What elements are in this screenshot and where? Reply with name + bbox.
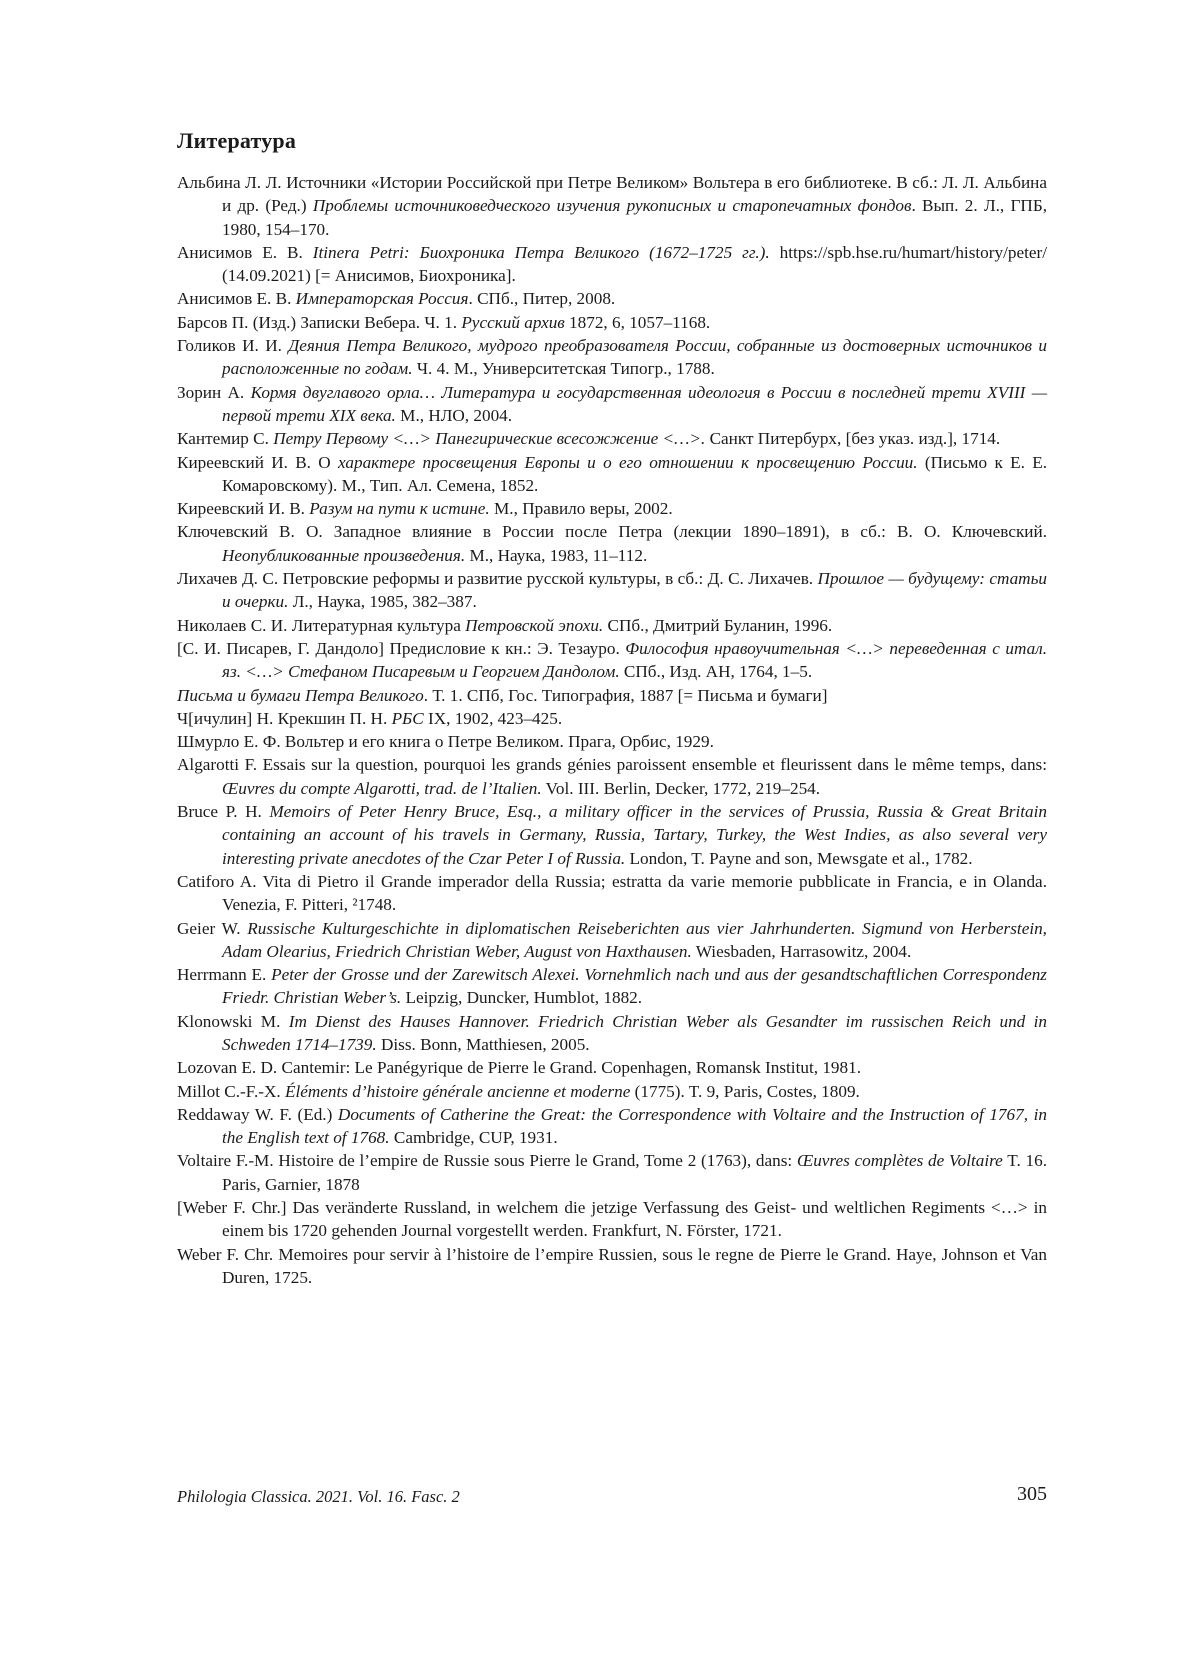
reference-title-italic: Петру Первому <…> Панегирические всесожжение <…>. [273, 429, 706, 449]
reference-entry [177, 1103, 1047, 1150]
reference-title-italic: Императорская Россия [295, 289, 469, 309]
reference-title-italic: Peter der Grosse und der Zarewitsch Alexei. Vornehmlich nach und aus der gesandtschaftlichen Correspondenz Friedr. Christian Weber’s. [222, 965, 1047, 1008]
reference-title-italic: Кормя двуглавого орла… Литература и государственная идеология в России в последней трети XVIII — первой трети XIX века. [222, 382, 1047, 425]
section-heading: Литература [177, 128, 297, 153]
reference-text: Bruce P. H. [177, 802, 270, 822]
reference-entry [177, 287, 1047, 310]
reference-entry [177, 451, 1047, 498]
reference-text: Николаев С. И. Литературная культура [177, 615, 466, 635]
reference-text: СПб., Изд. АН, 1764, 1–5. [619, 662, 813, 682]
reference-text: [С. И. Писарев, Г. Дандоло] Предисловие к кн.: Э. Тезауро. [177, 638, 626, 658]
reference-text: Wiesbaden, Harrasowitz, 2004. [691, 941, 912, 961]
reference-text: . СПб., Питер, 2008. [468, 289, 616, 309]
reference-entry [177, 800, 1047, 870]
reference-text: Geier W. [177, 918, 248, 938]
reference-text: Киреевский И. В. [177, 499, 310, 519]
reference-text: Зорин А. [177, 382, 251, 402]
reference-title-italic: Русский архив [461, 312, 565, 332]
reference-title-italic: характере просвещения Европы и о его отношении к просвещению России. [338, 452, 918, 472]
reference-text: London, T. Payne and son, Mewsgate et al., 1782. [625, 848, 973, 868]
reference-text: (1775). T. 9, Paris, Costes, 1809. [630, 1081, 860, 1101]
reference-text: Voltaire F.-M. Histoire de l’empire de Russie sous Pierre le Grand, Tome 2 (1763), dans: [177, 1151, 797, 1171]
reference-title-italic: Письма и бумаги Петра Великого [177, 685, 424, 705]
reference-text: Лихачев Д. С. Петровские реформы и развитие русской культуры, в сб.: Д. С. Лихачев. [177, 569, 818, 589]
reference-title-italic: Петровской эпохи. [465, 615, 604, 635]
reference-text: М., Наука, 1983, 11–112. [465, 545, 648, 565]
reference-title-italic: РБС [391, 708, 424, 728]
reference-title-italic: Разум на пути к истине. [309, 499, 490, 519]
reference-entry [177, 427, 1047, 450]
reference-entry [177, 730, 1047, 753]
reference-text: (Письмо к Е. Е. Комаровскому). М., Тип. Ал. Семена, 1852. [222, 452, 1047, 495]
reference-text: Киреевский И. В. О [177, 452, 338, 472]
reference-text: Herrmann E. [177, 965, 272, 985]
running-footer-journal: Philologia Classica. 2021. Vol. 16. Fasc. 2 [177, 1487, 460, 1506]
reference-text: Cambridge, CUP, 1931. [389, 1128, 558, 1148]
reference-text: Lozovan E. D. Cantemir: Le Panégyrique de Pierre le Grand. Copenhagen, Romansk Institut, 1981. [177, 1058, 861, 1078]
reference-entry [177, 241, 1047, 288]
reference-text: Л., Наука, 1985, 382–387. [288, 592, 477, 612]
reference-text: Ключевский В. О. Западное влияние в России после Петра (лекции 1890–1891), в сб.: В. О. Ключевский. [177, 522, 1047, 542]
reference-text: М., НЛО, 2004. [395, 405, 513, 425]
reference-entry [177, 637, 1047, 684]
reference-text: 1872, 6, 1057–1168. [564, 312, 711, 332]
reference-text: Vol. III. Berlin, Decker, 1772, 219–254. [541, 778, 821, 798]
reference-text: Ч[ичулин] Н. Крекшин П. Н. [177, 708, 392, 728]
reference-text: СПб., Дмитрий Буланин, 1996. [603, 615, 833, 635]
reference-text: IX, 1902, 423–425. [423, 708, 563, 728]
reference-text: Catiforo A. Vita di Pietro il Grande imperador della Russia; estratta da varie memorie pubblicate in Francia, e in Olanda. Venezia, F. Pitteri, ²1748. [177, 871, 1047, 915]
reference-text: . Т. 1. СПб, Гос. Типография, 1887 [= Письма и бумаги] [423, 685, 828, 705]
reference-entry [177, 1056, 1047, 1079]
reference-text: М., Правило веры, 2002. [489, 499, 673, 519]
reference-text: Голиков И. И. [177, 336, 289, 356]
reference-entry [177, 334, 1047, 381]
reference-text: Reddaway W. F. (Ed.) [177, 1104, 338, 1124]
reference-title-italic: Философия нравоучительная <…> переведенная с итал. яз. <…> Стефаном Писаревым и Георгием Дандолом. [222, 638, 1047, 682]
reference-entry [177, 917, 1047, 964]
reference-entry [177, 381, 1047, 428]
reference-title-italic: Im Dienst des Hauses Hannover. Friedrich Christian Weber als Gesandter im russischen Reich und in Schweden 1714–1739. [222, 1011, 1047, 1054]
page-number: 305 [1017, 1483, 1047, 1505]
reference-text: Millot C.-F.-X. [177, 1081, 285, 1101]
reference-entry [177, 171, 1047, 241]
reference-text: Algarotti F. Essais sur la question, pourquoi les grands génies paroissent ensemble et fleurissent dans le même temps, dans: [177, 755, 1047, 775]
reference-title-italic: Œuvres complètes de Voltaire [796, 1151, 1003, 1171]
reference-text: Санкт Питербурх, [без указ. изд.], 1714. [705, 429, 1001, 449]
reference-entry [177, 567, 1047, 614]
reference-entry [177, 963, 1047, 1010]
reference-title-italic: Проблемы источниковедческого изучения рукописных и старопечатных фондов [312, 196, 912, 216]
reference-title-italic: Russische Kulturgeschichte in diplomatischen Reiseberichten aus vier Jahrhunderten. Sigmund von Herberstein, Adam Olearius, Friedrich Christian Weber, August von Haxthausen. [222, 918, 1047, 961]
reference-title-italic: Memoirs of Peter Henry Bruce, Esq., a military officer in the services of Prussia, Russia & Great Britain containing an account of his travels in Germany, Russia, Tartary, Turkey, the West Indies, as also several very interesting private anecdotes of the Czar Peter I of Russia. [222, 802, 1047, 868]
reference-text: Klonowski M. [177, 1011, 289, 1031]
reference-entry [177, 1196, 1047, 1243]
reference-text: Diss. Bonn, Matthiesen, 2005. [376, 1034, 590, 1054]
reference-title-italic: Прошлое — будущему: статьи и очерки. [222, 569, 1048, 612]
reference-entry [177, 1149, 1047, 1196]
reference-entry [177, 1080, 1047, 1103]
reference-title-italic: Itinera Petri: Биохроника Петра Великого (1672–1725 гг.). [312, 242, 770, 262]
reference-entry [177, 1243, 1047, 1290]
reference-title-italic: Œuvres du compte Algarotti, trad. de l’Italien. [222, 778, 542, 798]
reference-text: Барсов П. (Изд.) Записки Вебера. Ч. 1. [177, 312, 462, 332]
reference-text: Кантемир С. [177, 429, 274, 449]
reference-text: Leipzig, Duncker, Humblot, 1882. [401, 988, 643, 1008]
reference-entry [177, 614, 1047, 637]
reference-entry [177, 684, 1047, 707]
reference-entry [177, 753, 1047, 800]
reference-text: Шмурло Е. Ф. Вольтер и его книга о Петре Великом. Прага, Орбис, 1929. [177, 732, 714, 752]
reference-entry [177, 311, 1047, 334]
reference-text: . Вып. 2. Л., ГПБ, 1980, 154–170. [222, 196, 1047, 239]
reference-title-italic: Éléments d’histoire générale ancienne et moderne [284, 1081, 631, 1101]
reference-text: [Weber F. Chr.] Das veränderte Russland, in welchem die jetzige Verfassung des Geist- und weltlichen Regiments <…> in einem bis 1720 gehenden Journal vorgestellt werden. Frankfurt, N. Förster, 1721. [177, 1198, 1047, 1241]
reference-text: Альбина Л. Л. Источники «Истории Российской при Петре Великом» Вольтера в его библиотеке. В сб.: Л. Л. Альбина и др. (Ред.) [177, 173, 1047, 216]
reference-entry [177, 520, 1047, 567]
reference-entry [177, 707, 1047, 730]
reference-entry [177, 497, 1047, 520]
reference-text: Weber F. Chr. Memoires pour servir à l’histoire de l’empire Russien, sous le regne de Pierre le Grand. Haye, Johnson et Van Duren, 1725. [177, 1244, 1047, 1287]
reference-list [177, 171, 1047, 1289]
reference-text: https://spb.hse.ru/humart/history/peter/ (14.09.2021) [= Анисимов, Биохроника]. [222, 242, 1047, 286]
reference-text: Анисимов Е. В. [177, 242, 313, 262]
reference-title-italic: Неопубликованные произведения. [222, 545, 466, 565]
reference-text: Ч. 4. М., Университетская Типогр., 1788. [412, 359, 715, 379]
reference-title-italic: Деяния Петра Великого, мудрого преобразователя России, собранные из достоверных источников и расположенные по годам. [222, 336, 1047, 379]
reference-entry [177, 1010, 1047, 1057]
reference-title-italic: Documents of Catherine the Great: the Correspondence with Voltaire and the Instruction of 1767, in the English text of 1768. [222, 1104, 1047, 1148]
reference-text: Анисимов Е. В. [177, 289, 296, 309]
reference-text: T. 16. Paris, Garnier, 1878 [222, 1151, 1048, 1194]
reference-entry [177, 870, 1047, 917]
